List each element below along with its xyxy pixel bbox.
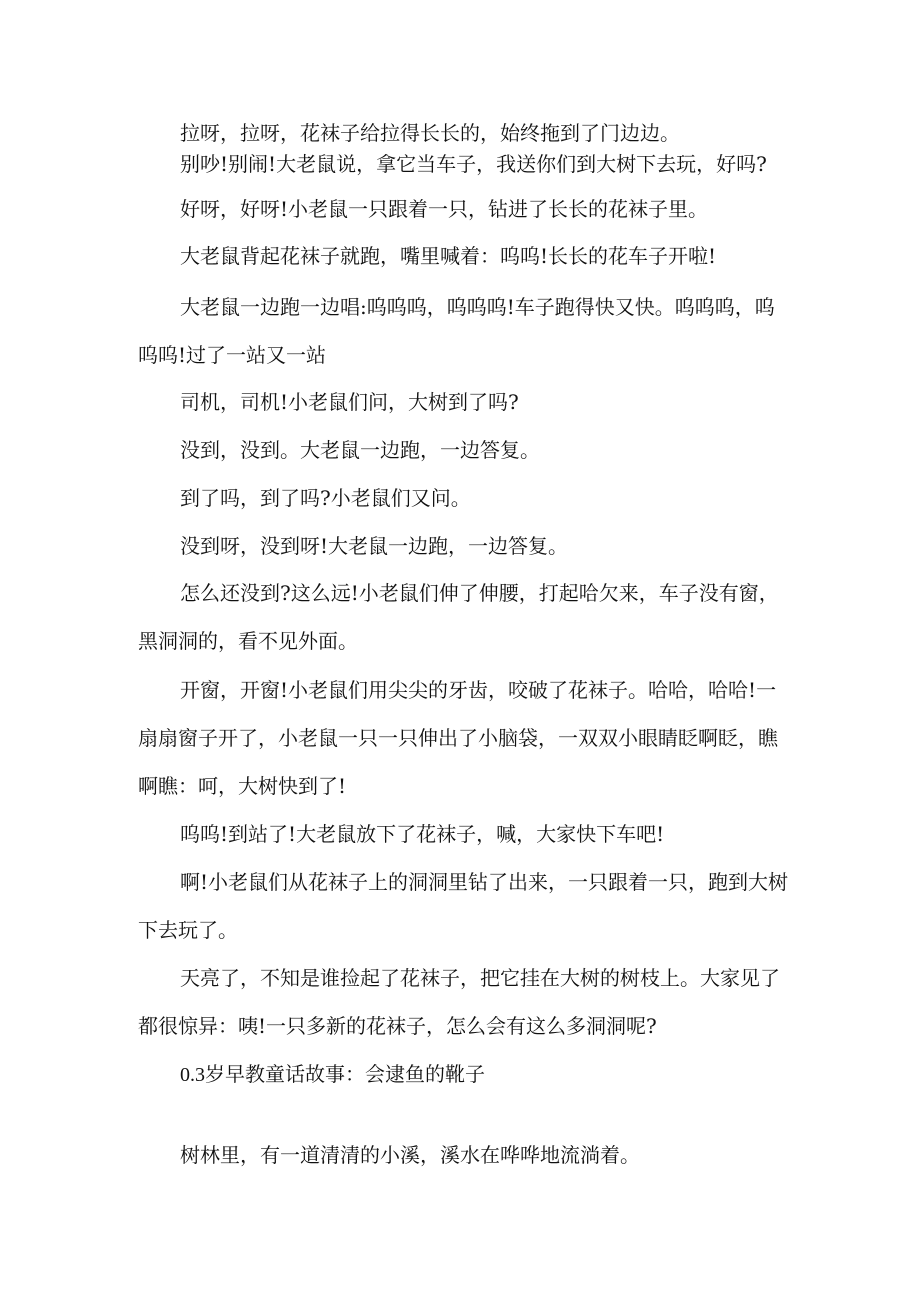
paragraph-line: 没到呀，没到呀!大老鼠一边跑，一边答复。 bbox=[180, 534, 569, 558]
paragraph-line: 大老鼠一边跑一边唱:呜呜呜，呜呜呜!车子跑得快又快。呜呜呜，呜 bbox=[180, 295, 775, 319]
paragraph-line: 天亮了，不知是谁捡起了花袜子，把它挂在大树的树枝上。大家见了 bbox=[180, 966, 780, 990]
paragraph-line: 到了吗，到了吗?小老鼠们又问。 bbox=[180, 486, 471, 510]
paragraph-line: 拉呀，拉呀，花袜子给拉得长长的，始终拖到了门边边。 bbox=[180, 121, 680, 145]
paragraph-line: 开窗，开窗!小老鼠们用尖尖的牙齿，咬破了花袜子。哈哈，哈哈!一 bbox=[180, 678, 777, 702]
paragraph-line: 怎么还没到?这么远!小老鼠们伸了伸腰，打起哈欠来，车子没有窗， bbox=[180, 581, 779, 605]
paragraph-line: 啊瞧：呵，大树快到了! bbox=[138, 774, 347, 798]
paragraph-line: 呜呜!过了一站又一站 bbox=[138, 343, 327, 367]
paragraph-line: 黑洞洞的，看不见外面。 bbox=[138, 629, 358, 653]
paragraph-line: 树林里，有一道清清的小溪，溪水在哗哗地流淌着。 bbox=[180, 1143, 640, 1167]
paragraph-line: 好呀，好呀!小老鼠一只跟着一只，钻进了长长的花袜子里。 bbox=[180, 197, 709, 221]
story-title: 0.3岁早教童话故事：会逮鱼的靴子 bbox=[180, 1064, 485, 1086]
paragraph-line: 扇扇窗子开了，小老鼠一只一只伸出了小脑袋，一双双小眼睛眨啊眨，瞧 bbox=[138, 726, 778, 750]
paragraph-line: 啊!小老鼠们从花袜子上的洞洞里钻了出来，一只跟着一只，跑到大树 bbox=[180, 870, 789, 894]
paragraph-line: 司机，司机!小老鼠们问，大树到了吗? bbox=[180, 390, 519, 414]
paragraph-line: 呜呜!到站了!大老鼠放下了花袜子，喊，大家快下车吧! bbox=[180, 822, 665, 846]
paragraph-line: 别吵!别闹!大老鼠说，拿它当车子，我送你们到大树下去玩，好吗? bbox=[180, 152, 767, 176]
paragraph-line: 大老鼠背起花袜子就跑，嘴里喊着：呜呜!长长的花车子开啦! bbox=[180, 244, 717, 268]
paragraph-line: 都很惊异：咦!一只多新的花袜子，怎么会有这么多洞洞呢? bbox=[138, 1014, 657, 1038]
paragraph-line: 没到，没到。大老鼠一边跑，一边答复。 bbox=[180, 438, 540, 462]
paragraph-line: 下去玩了。 bbox=[138, 918, 238, 942]
